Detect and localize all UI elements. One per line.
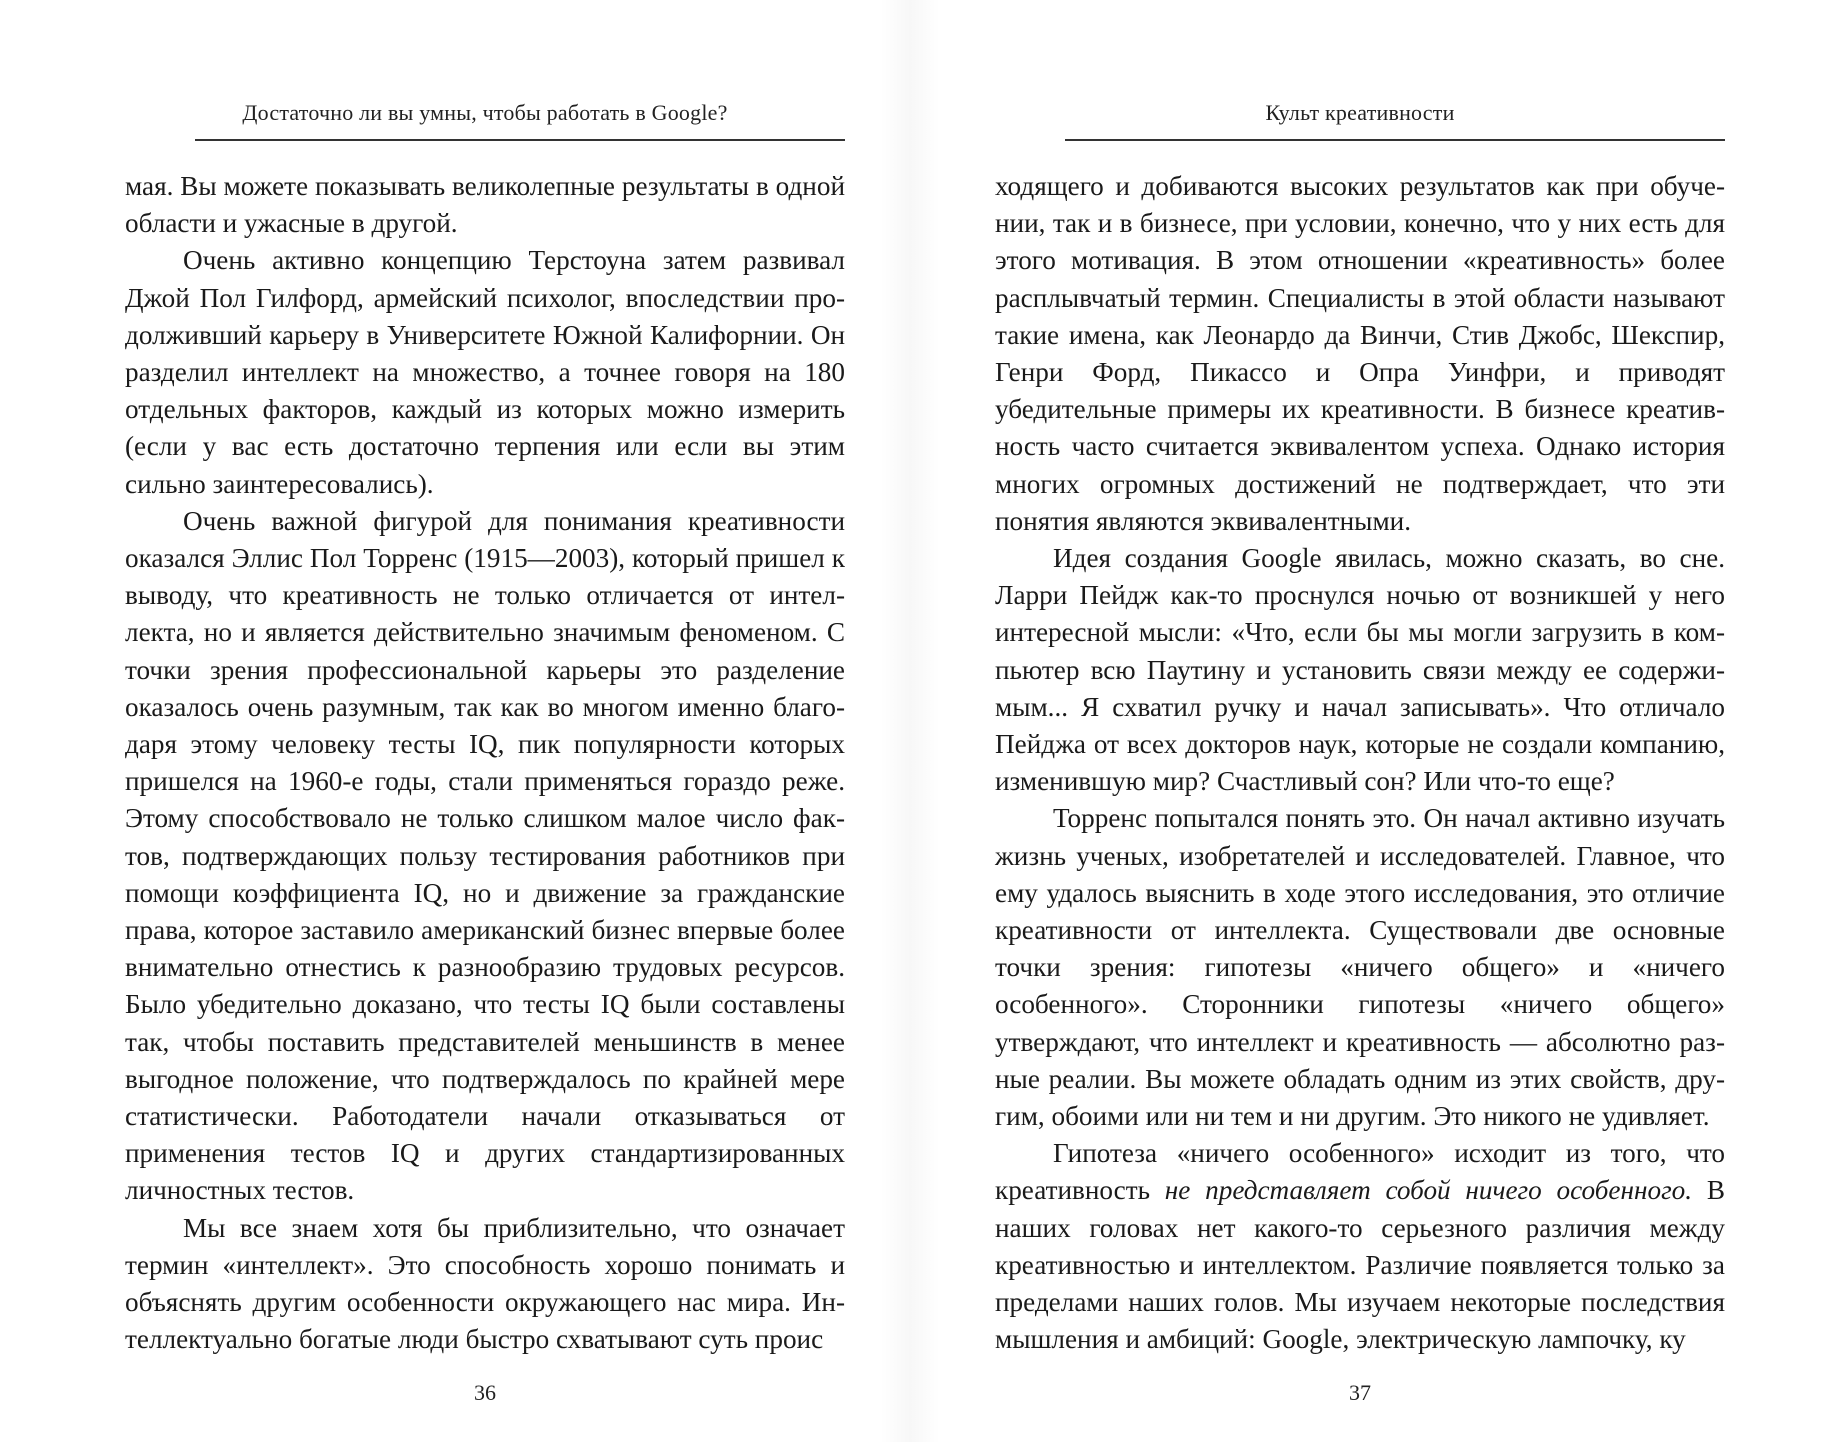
right-page xyxy=(995,0,1725,1442)
right-header-rule xyxy=(1065,139,1725,141)
left-paragraph-4: Мы все знаем хотя бы приблизительно, что означает термин «интеллект». Это способность хорошо понимать и объяснять другим особенности окружающего нас мира. Интеллектуально богатые люди быстро схватывают суть проис xyxy=(125,1212,845,1355)
left-paragraph-3: Очень важной фигурой для понимания креативности оказался Эллис Пол Торренс (1915—2003), который пришел к выводу, что креативность не только отличается от интеллекта, но и является действительно значимым феноменом. С точки зрения профессиональной карьеры это разделение оказалось очень разумным, так как во многом именно благодаря этому человеку тесты IQ, пик популярности которых пришелся на 1960-е годы, стали применяться гораздо реже. Этому способствовало не только слишком малое число фактов, подтверждающих пользу тестирования работников при помощи коэффициента IQ, но и движение за гражданские права, которое заставило американский бизнес впервые более внимательно отнестись к разнообразию трудовых ресурсов. Было убедительно доказано, что тесты IQ были составлены так, чтобы поставить представителей меньшинств в менее выгодное положение, что подтверждалось по крайней мере статистически. Работодатели начали отказываться от применения тестов IQ и других стандартизированных личностных тестов. xyxy=(125,505,845,1206)
right-paragraph-1: ходящего и добиваются высоких результатов как при обучении, так и в бизнесе, при условии, конечно, что у них есть для этого мотивация. В этом отношении «креативность» более расплывчатый термин. Специалисты в этой области называют такие имена, как Леонардо да Винчи, Стив Джобс, Шекспир, Генри Форд, Пикассо и Опра Уинфри, и приводят убедительные примеры их креативности. В бизнесе креативность часто считается эквивалентом успеха. Однако история многих огромных достижений не подтверждает, что эти понятия являются эквивалентными. xyxy=(995,171,1725,536)
right-page-number: 37 xyxy=(1349,1380,1371,1405)
right-paragraph-4-start: Гипотеза «ничего особенного» исходит из того, что креативность xyxy=(995,1138,1725,1206)
gutter xyxy=(880,0,940,1442)
right-paragraph-4-emphasis: не представляет собой ничего особенного. xyxy=(1164,1175,1693,1206)
left-page-number: 36 xyxy=(474,1380,496,1405)
right-paragraph-3: Торренс попытался понять это. Он начал активно изучать жизнь ученых, изобретателей и исследователей. Главное, что ему удалось выяснить в ходе этого исследования, это отличие креативности от интеллекта. Существовали две основные точки зрения: гипотезы «ничего общего» и «ничего особенного». Сторонники гипотезы «ничего общего» утверждают, что интеллект и креативность — абсолютно разные реалии. Вы можете обладать одним из этих свойств, другим, обоими или ни тем и ни другим. Это никого не удивляет. xyxy=(995,803,1725,1132)
left-body-text xyxy=(125,168,845,1359)
left-paragraph-1: мая. Вы можете показывать великолепные результаты в одной области и ужасные в другой. xyxy=(125,171,845,239)
left-running-head: Достаточно ли вы умны, чтобы работать в Google? xyxy=(242,100,728,125)
right-paragraph-2: Идея создания Google явилась, можно сказать, во сне. Ларри Пейдж как-то проснулся ночью от возникшей у него интересной мысли: «Что, если бы мы могли загрузить в компьютер всю Паутину и установить связи между ее содержимым... Я схватил ручку и начал записывать». Что отличало Пейджа от всех докторов наук, которые не создали компанию, изменившую мир? Счастливый сон? Или что-то еще? xyxy=(995,543,1725,797)
right-paragraph-4-end: В наших головах нет какого-то серьезного различия между креативностью и интеллектом. Различие появляется только за пределами наших голов. Мы изучаем некоторые последствия мышления и амбиций: Google, электрическую лампочку, ку xyxy=(995,1175,1725,1355)
left-page xyxy=(125,0,845,1442)
left-paragraph-2: Очень активно концепцию Терстоуна затем развивал Джой Пол Гилфорд, армейский психолог, впоследствии продолживший карьеру в Университете Южной Калифорнии. Он разделил интеллект на множество, а точнее говоря на 180 отдельных факторов, каждый из которых можно измерить (если у вас есть достаточно терпения или если вы этим сильно заинтересовались). xyxy=(125,245,845,499)
right-body-text xyxy=(995,168,1725,1359)
right-paragraph-4 xyxy=(995,1135,1725,1358)
right-running-head: Культ креативности xyxy=(1265,100,1455,125)
left-header-rule xyxy=(195,139,845,141)
